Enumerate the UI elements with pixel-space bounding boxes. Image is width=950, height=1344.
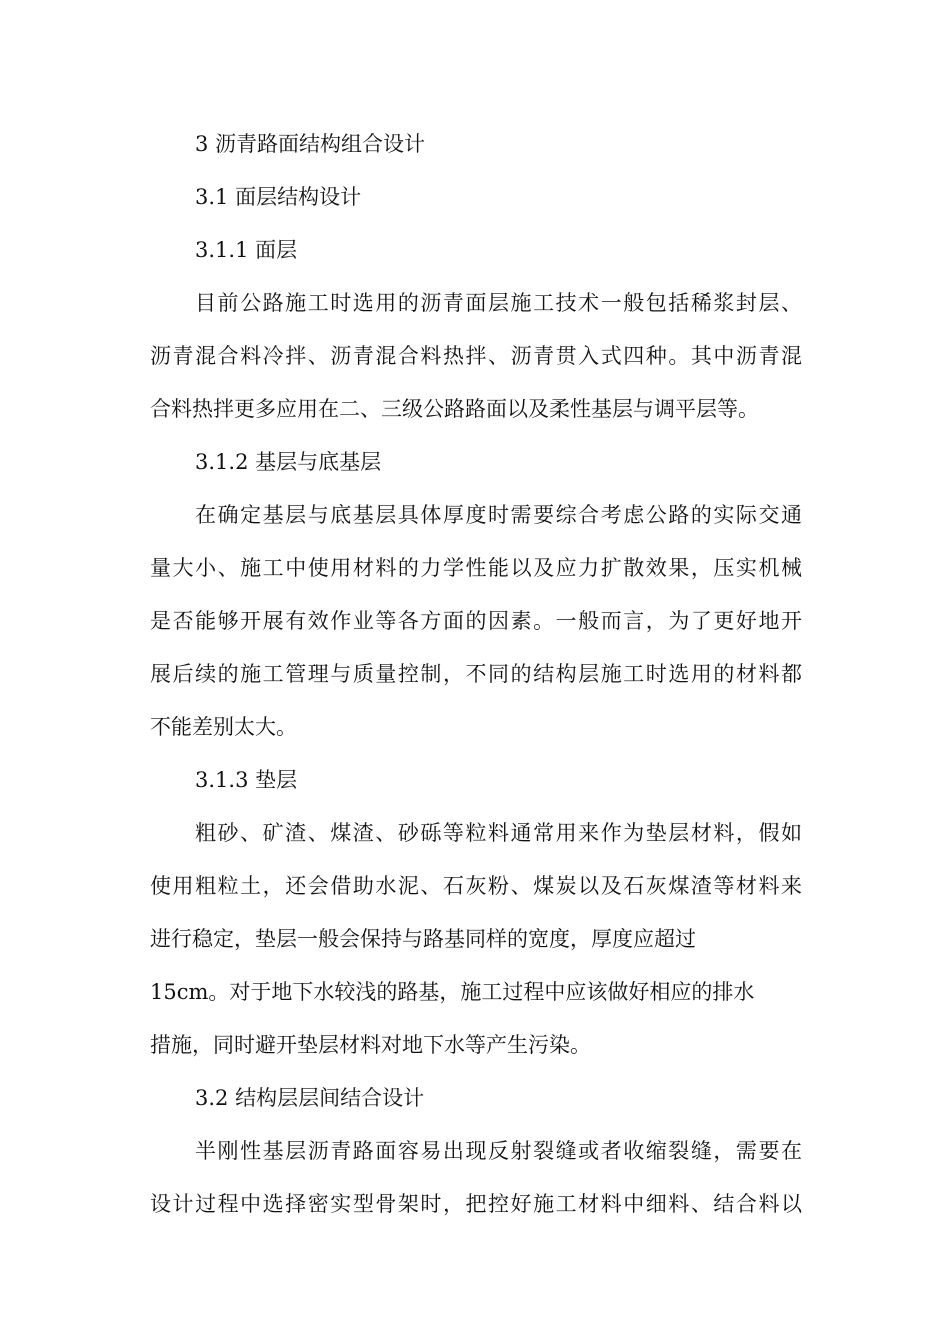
paragraph-line: 在确定基层与底基层具体厚度时需要综合考虑公路的实际交通: [195, 503, 802, 527]
paragraph-line: 15cm。对于地下水较浅的路基，施工过程中应该做好相应的排水: [150, 980, 755, 1004]
paragraph-line: 不能差别太大。: [150, 715, 297, 739]
document-body: [150, 118, 802, 1231]
paragraph-line: 设计过程中选择密实型骨架时，把控好施工材料中细料、结合料以: [150, 1192, 802, 1216]
paragraph-line: 措施，同时避开垫层材料对地下水等产生污染。: [150, 1033, 591, 1057]
subsection-heading-3-1-2: 3.1.2 基层与底基层: [195, 450, 382, 474]
paragraph-line: 合料热拌更多应用在二、三级公路路面以及柔性基层与调平层等。: [150, 397, 759, 421]
section-heading-3: 3 沥青路面结构组合设计: [195, 132, 426, 156]
paragraph-line: 目前公路施工时选用的沥青面层施工技术一般包括稀浆封层、: [195, 291, 802, 315]
paragraph-line: 使用粗粒土，还会借助水泥、石灰粉、煤炭以及石灰煤渣等材料来: [150, 874, 802, 898]
paragraph-line: 展后续的施工管理与质量控制，不同的结构层施工时选用的材料都: [150, 662, 802, 686]
subsection-heading-3-1-3: 3.1.3 垫层: [195, 768, 298, 792]
paragraph-line: 沥青混合料冷拌、沥青混合料热拌、沥青贯入式四种。其中沥青混: [150, 344, 802, 368]
subsection-heading-3-1-1: 3.1.1 面层: [195, 238, 298, 262]
subsection-heading-3-1: 3.1 面层结构设计: [195, 185, 362, 209]
paragraph-line: 进行稳定，垫层一般会保持与路基同样的宽度，厚度应超过: [150, 927, 696, 951]
subsection-heading-3-2: 3.2 结构层层间结合设计: [195, 1086, 425, 1110]
paragraph-line: 粗砂、矿渣、煤渣、砂砾等粒料通常用来作为垫层材料，假如: [195, 821, 802, 845]
paragraph-line: 量大小、施工中使用材料的力学性能以及应力扩散效果，压实机械: [150, 556, 802, 580]
paragraph-line: 半刚性基层沥青路面容易出现反射裂缝或者收缩裂缝，需要在: [195, 1139, 802, 1163]
paragraph-line: 是否能够开展有效作业等各方面的因素。一般而言，为了更好地开: [150, 609, 802, 633]
